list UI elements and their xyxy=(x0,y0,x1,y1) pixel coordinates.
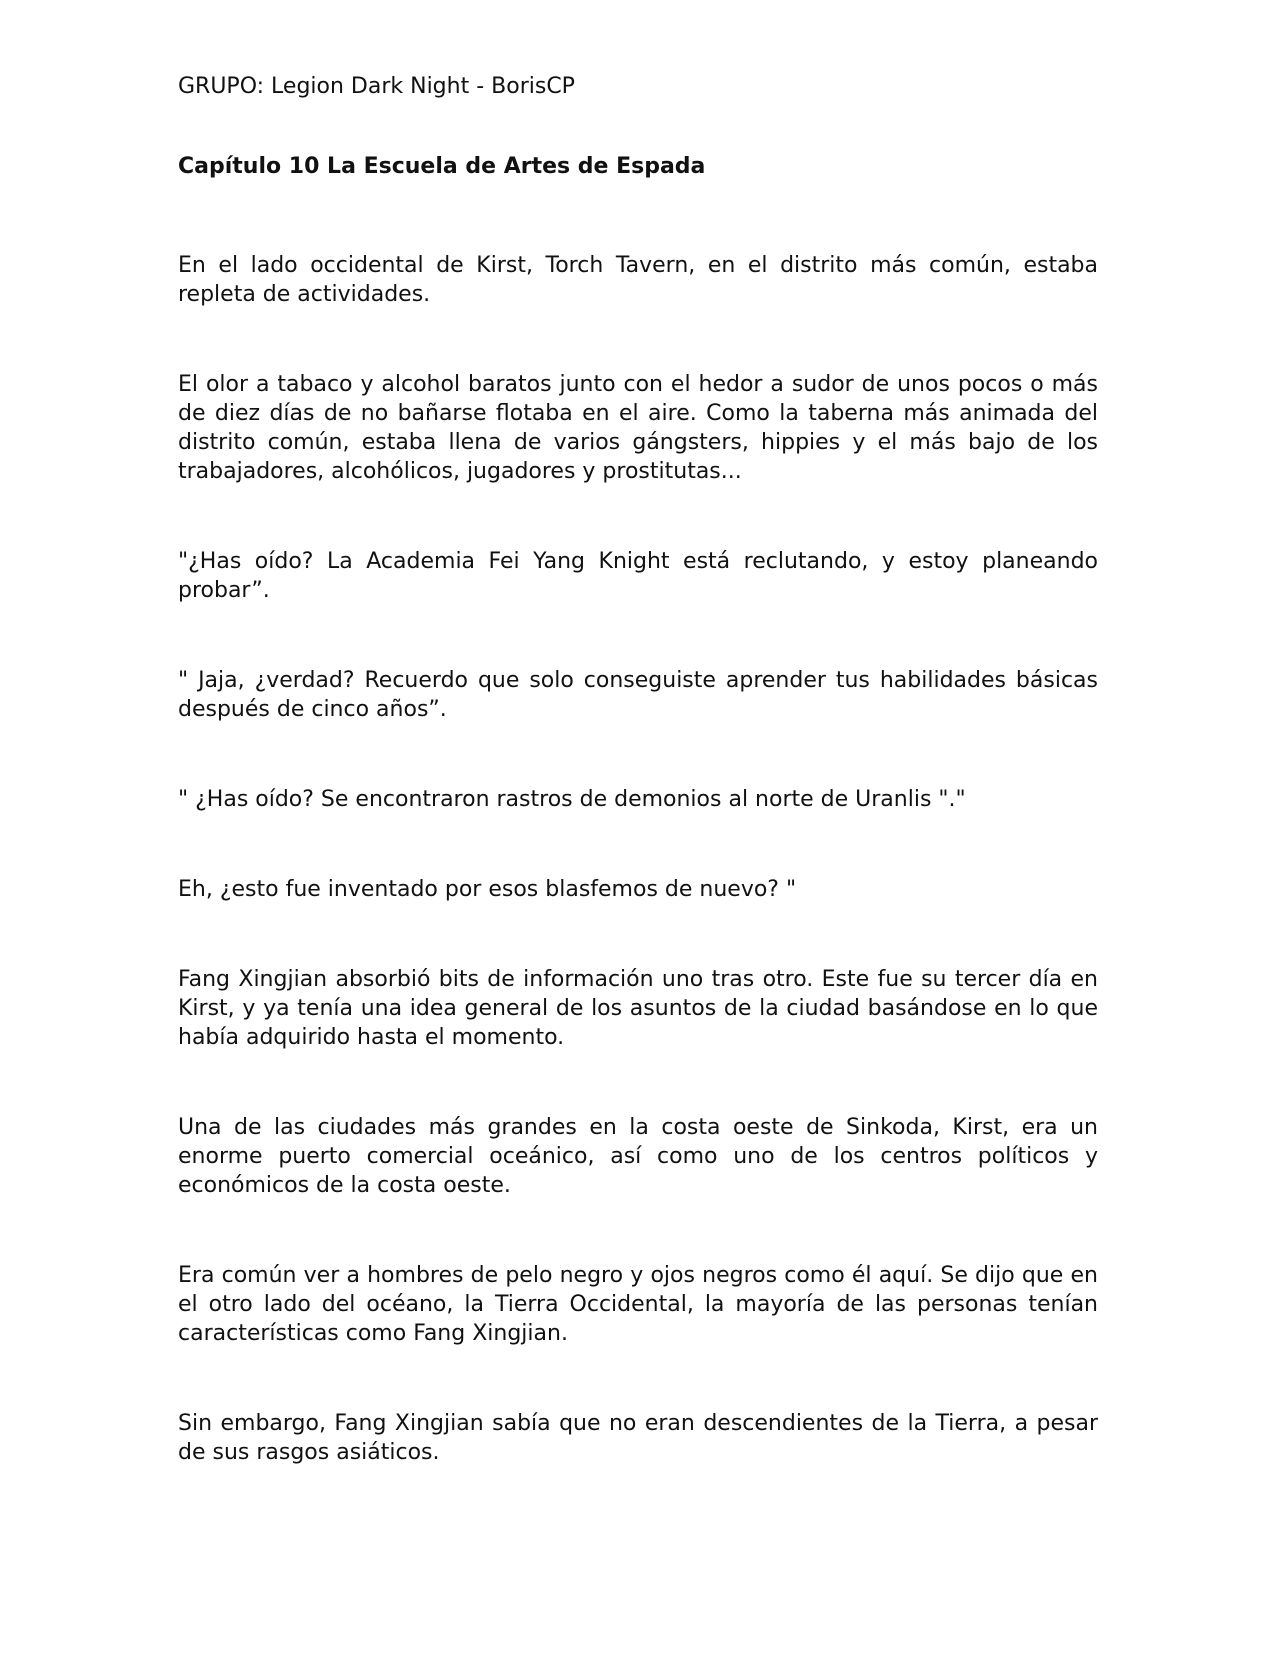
paragraph: " ¿Has oído? Se encontraron rastros de demonios al norte de Uranlis "." xyxy=(178,787,966,812)
group-header: GRUPO: Legion Dark Night - BorisCP xyxy=(178,74,575,99)
paragraph: " Jaja, ¿verdad? Recuerdo que solo conseguiste aprender tus habilidades básicas después de cinco años”. xyxy=(178,668,1098,722)
paragraph: Eh, ¿esto fue inventado por esos blasfemos de nuevo? " xyxy=(178,877,797,902)
paragraph: Fang Xingjian absorbió bits de información uno tras otro. Este fue su tercer día en Kirst, y ya tenía una idea general de los asuntos de la ciudad basándose en lo que había adquirido hasta el momento. xyxy=(178,967,1098,1050)
paragraph: El olor a tabaco y alcohol baratos junto con el hedor a sudor de unos pocos o más de diez días de no bañarse flotaba en el aire. Como la taberna más animada del distrito común, estaba llena de varios gángsters, hippies y el más bajo de los trabajadores, alcohólicos, jugadores y prostitutas... xyxy=(178,372,1098,484)
chapter-title: Capítulo 10 La Escuela de Artes de Espada xyxy=(178,154,706,179)
document-page xyxy=(178,68,1098,1467)
paragraph: "¿Has oído? La Academia Fei Yang Knight está reclutando, y estoy planeando probar”. xyxy=(178,549,1098,603)
paragraph: Sin embargo, Fang Xingjian sabía que no eran descendientes de la Tierra, a pesar de sus rasgos asiáticos. xyxy=(178,1411,1098,1465)
paragraph: En el lado occidental de Kirst, Torch Tavern, en el distrito más común, estaba repleta de actividades. xyxy=(178,253,1098,307)
paragraph: Una de las ciudades más grandes en la costa oeste de Sinkoda, Kirst, era un enorme puerto comercial oceánico, así como uno de los centros políticos y económicos de la costa oeste. xyxy=(178,1115,1098,1198)
paragraph: Era común ver a hombres de pelo negro y ojos negros como él aquí. Se dijo que en el otro lado del océano, la Tierra Occidental, la mayoría de las personas tenían características como Fang Xingjian. xyxy=(178,1263,1098,1346)
